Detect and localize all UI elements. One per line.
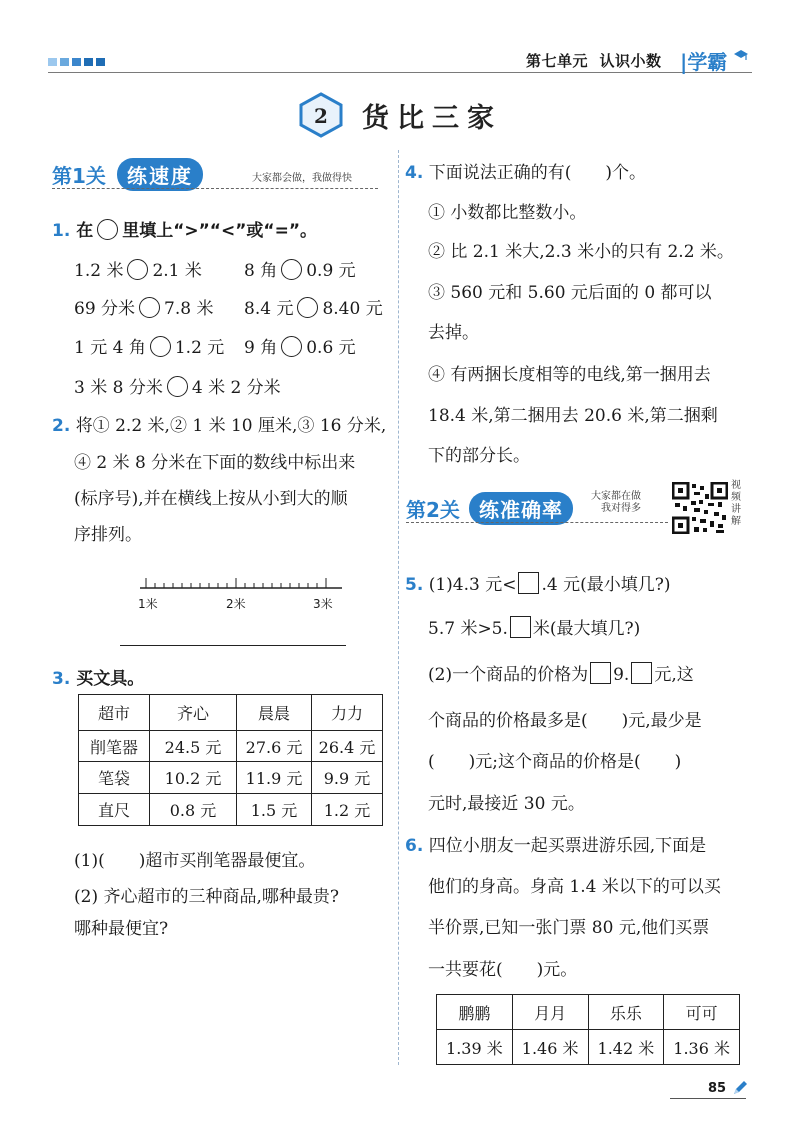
answer-box[interactable] — [590, 662, 611, 684]
section2-underline — [406, 522, 668, 523]
q4-option-4-line1: ④ 有两捆长度相等的电线,第一捆用去 — [428, 365, 711, 385]
table-cell: 26.4 元 — [312, 731, 383, 762]
table-cell: 10.2 元 — [150, 762, 237, 794]
title-text: 货比三家 — [362, 102, 502, 134]
answer-circle[interactable] — [281, 336, 302, 357]
q5-line-1: 5. (1)4.3 元< .4 元(最小填几?) — [405, 570, 670, 595]
table-row — [79, 762, 383, 794]
column-divider — [398, 150, 399, 1065]
number-line[interactable] — [136, 574, 346, 594]
table-cell: 1.42 米 — [588, 1030, 664, 1065]
q5-line-3: (2)一个商品的价格为 9. 元,这 — [428, 660, 694, 685]
q4-option-2: ② 比 2.1 米大,2.3 米小的只有 2.2 米。 — [428, 242, 734, 262]
pencil-icon — [732, 1080, 748, 1096]
table-cell: 0.8 元 — [150, 794, 237, 826]
table-row — [79, 695, 383, 731]
table-cell: 1.5 元 — [237, 794, 312, 826]
section2-pill: 练准确率 — [469, 492, 573, 525]
table-cell: 1.2 元 — [312, 794, 383, 826]
q5-line-2: 5.7 米>5. 米(最大填几?) — [428, 614, 640, 639]
answer-circle[interactable] — [150, 336, 171, 357]
numberline-label-3: 3米 — [313, 597, 333, 611]
q4-option-3-line2: 去掉。 — [428, 323, 479, 343]
title-number-badge — [298, 92, 344, 138]
table-row — [79, 794, 383, 826]
qr-code-icon[interactable] — [672, 482, 728, 534]
q4-option-4-line3: 下的部分长。 — [428, 446, 530, 466]
q2-line-4: 序排列。 — [74, 525, 142, 545]
table-cell: 齐心 — [150, 695, 237, 731]
page-number: 85 — [708, 1081, 727, 1096]
section1-header — [52, 158, 203, 191]
q6-height-table — [436, 994, 740, 1065]
table-row — [79, 731, 383, 762]
q4-option-1: ① 小数都比整数小。 — [428, 203, 587, 223]
section2-label: 第2关 — [406, 498, 460, 522]
section2-tagline: 大家都在做 我对得多 — [591, 491, 641, 514]
header-rule — [48, 72, 752, 73]
q2-line-2: ④ 2 米 8 分米在下面的数线中标出来 — [74, 453, 356, 473]
q3-sub2-line2: 哪种最便宜? — [74, 919, 169, 939]
q6-line-4: 一共要花( )元。 — [428, 960, 578, 980]
q6-line-1: 6. 四位小朋友一起买票进游乐园,下面是 — [405, 836, 707, 856]
q3-sub2-line1: (2) 齐心超市的三种商品,哪种最贵? — [74, 887, 340, 907]
table-cell: 乐乐 — [588, 995, 664, 1030]
section1-tagline: 大家都会做，我做得快 — [252, 173, 352, 184]
table-cell: 直尺 — [79, 794, 150, 826]
answer-circle[interactable] — [297, 297, 318, 318]
q3-price-table — [78, 694, 383, 826]
q3-sub1: (1)( )超市买削笔器最便宜。 — [74, 851, 316, 871]
table-cell: 晨晨 — [237, 695, 312, 731]
q6-line-3: 半价票,已知一张门票 80 元,他们买票 — [428, 918, 710, 938]
answer-box[interactable] — [510, 616, 531, 638]
answer-circle[interactable] — [139, 297, 160, 318]
q2-line-3: (标序号),并在横线上按从小到大的顺 — [74, 489, 348, 509]
q6-line-2: 他们的身高。身高 1.4 米以下的可以买 — [428, 877, 721, 897]
table-cell: 1.46 米 — [512, 1030, 588, 1065]
q4-option-4-line2: 18.4 米,第二捆用去 20.6 米,第二捆剩 — [428, 406, 718, 426]
q1-prompt: 1. 在 里填上“>”“<”或“=”。 — [52, 221, 317, 241]
numberline-label-2: 2米 — [226, 597, 246, 611]
table-cell: 27.6 元 — [237, 731, 312, 762]
q5-line-5: ( )元;这个商品的价格是( ) — [428, 752, 682, 772]
q1-item-5: 1 元 4 角 1.2 元 — [74, 338, 225, 358]
table-cell: 1.36 米 — [664, 1030, 740, 1065]
answer-circle[interactable] — [127, 259, 148, 280]
table-cell: 11.9 元 — [237, 762, 312, 794]
numberline-label-1: 1米 — [138, 597, 158, 611]
table-cell: 鹏鹏 — [437, 995, 513, 1030]
page-title — [298, 92, 502, 138]
table-cell: 可可 — [664, 995, 740, 1030]
table-cell: 超市 — [79, 695, 150, 731]
table-cell: 1.39 米 — [437, 1030, 513, 1065]
q1-item-1: 1.2 米 2.1 米 — [74, 261, 202, 281]
q1-item-3: 69 分米 7.8 米 — [74, 299, 214, 319]
table-cell: 月月 — [512, 995, 588, 1030]
table-cell: 9.9 元 — [312, 762, 383, 794]
q4-option-3-line1: ③ 560 元和 5.60 元后面的 0 都可以 — [428, 283, 712, 303]
section2-header — [406, 492, 573, 525]
answer-line[interactable] — [120, 645, 346, 646]
answer-circle[interactable] — [281, 259, 302, 280]
q5-line-6: 元时,最接近 30 元。 — [428, 794, 585, 814]
q4-prompt: 4. 下面说法正确的有( )个。 — [405, 163, 646, 183]
q5-line-4: 个商品的价格最多是( )元,最少是 — [428, 711, 702, 731]
q3-title: 3. 买文具。 — [52, 669, 145, 689]
table-cell: 削笔器 — [79, 731, 150, 762]
table-row — [437, 995, 740, 1030]
graduation-cap-icon — [734, 49, 748, 61]
answer-box[interactable] — [518, 572, 539, 594]
footer-rule — [670, 1098, 746, 1099]
table-row — [437, 1030, 740, 1065]
brand-logo: |学霸 — [680, 46, 748, 75]
q2-line-1: 2. 将① 2.2 米,② 1 米 10 厘米,③ 16 分米, — [52, 416, 387, 436]
svg-text:2: 2 — [314, 104, 328, 128]
section1-underline — [52, 188, 378, 189]
section1-label: 第1关 — [52, 164, 106, 188]
answer-circle[interactable] — [167, 376, 188, 397]
table-cell: 笔袋 — [79, 762, 150, 794]
answer-box[interactable] — [631, 662, 652, 684]
q1-item-2: 8 角 0.9 元 — [244, 261, 356, 281]
header-decoration — [48, 58, 105, 66]
table-cell: 力力 — [312, 695, 383, 731]
qr-caption: 视频讲解 — [731, 480, 741, 527]
q1-item-4: 8.4 元 8.40 元 — [244, 299, 383, 319]
header-unit-topic: 第七单元 认识小数 — [526, 52, 662, 70]
answer-circle[interactable] — [97, 219, 118, 240]
table-cell: 24.5 元 — [150, 731, 237, 762]
q1-item-7: 3 米 8 分米 4 米 2 分米 — [74, 378, 281, 398]
q1-item-6: 9 角 0.6 元 — [244, 338, 356, 358]
section1-pill: 练速度 — [117, 158, 203, 191]
